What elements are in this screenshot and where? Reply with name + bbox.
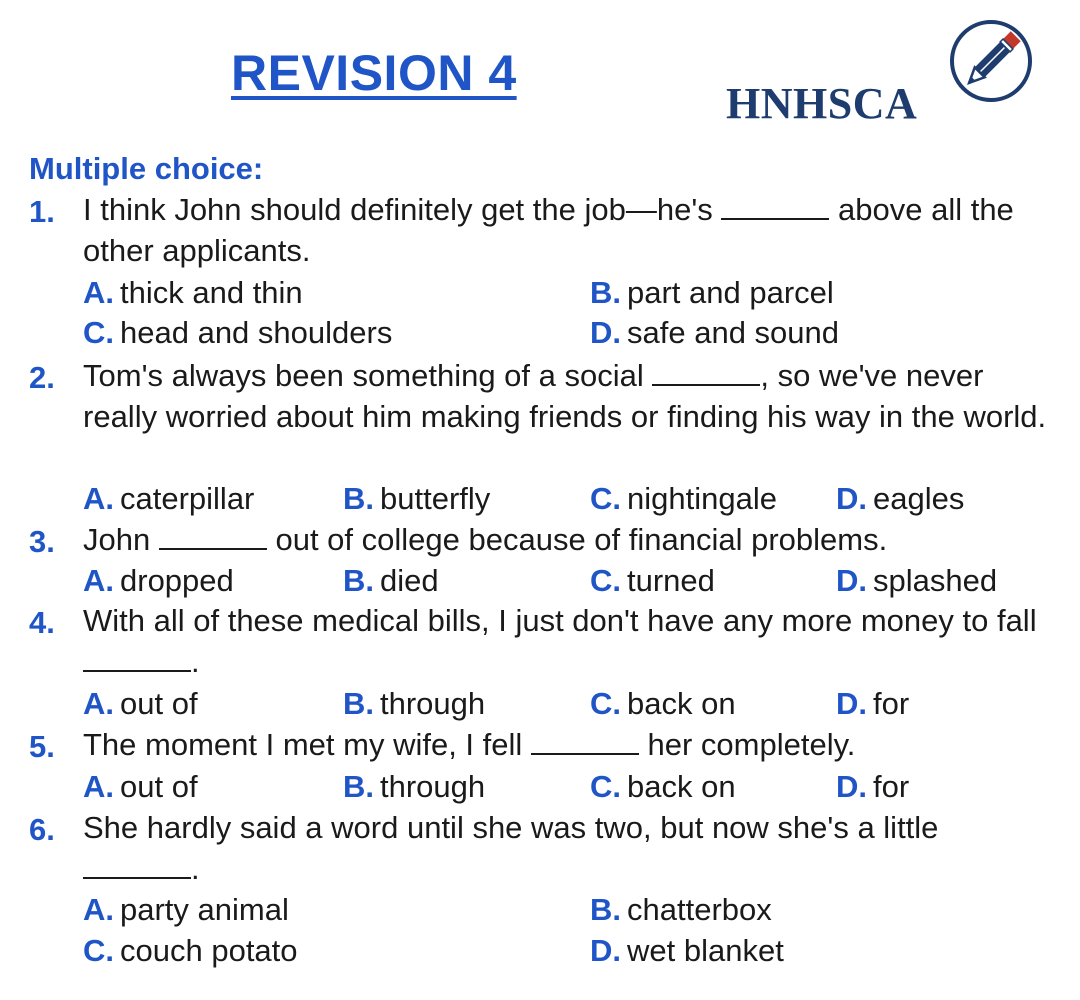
question-number: 1. — [29, 194, 55, 229]
option-d: D. splashed — [836, 563, 998, 598]
question-text: She hardly said a word until she was two, but now she's a little . — [83, 810, 939, 886]
question-number: 2. — [29, 360, 55, 395]
question-text: The moment I met my wife, I fell her completely. — [83, 727, 856, 762]
question-text: I think John should definitely get the job—he's above all the other applicants. — [83, 192, 1014, 268]
option-c: C. turned — [590, 563, 715, 598]
option-a: A. thick and thin — [83, 275, 303, 310]
pencil-circle-icon — [948, 18, 1034, 104]
option-b: B. chatterbox — [590, 892, 772, 927]
question-number: 6. — [29, 812, 55, 847]
question-number: 3. — [29, 524, 55, 559]
question-text: With all of these medical bills, I just don't have any more money to fall . — [83, 603, 1037, 679]
option-b: B. butterfly — [343, 481, 491, 516]
option-c: C. back on — [590, 686, 736, 721]
answer-blank — [83, 851, 191, 879]
option-b: B. through — [343, 686, 486, 721]
section-heading: Multiple choice: — [29, 151, 264, 186]
option-b: B. part and parcel — [590, 275, 834, 310]
question-text: John out of college because of financial problems. — [83, 522, 888, 557]
answer-blank — [83, 644, 191, 672]
option-d: D. safe and sound — [590, 315, 840, 350]
option-d: D. wet blanket — [590, 933, 784, 968]
option-c: C. back on — [590, 769, 736, 804]
question-number: 5. — [29, 729, 55, 764]
answer-blank — [159, 522, 267, 550]
option-c: C. couch potato — [83, 933, 298, 968]
answer-blank — [721, 192, 829, 220]
answer-blank — [652, 358, 760, 386]
option-a: A. caterpillar — [83, 481, 255, 516]
question-number: 4. — [29, 605, 55, 640]
question-text: Tom's always been something of a social , so we've never really worried about him making friends or finding his way in the world. — [83, 358, 1047, 434]
logo-text: HNHSCA — [726, 79, 918, 128]
page-title: REVISION 4 — [231, 45, 517, 101]
option-a: A. dropped — [83, 563, 234, 598]
logo — [726, 18, 1036, 128]
option-d: D. for — [836, 769, 910, 804]
option-c: C. nightingale — [590, 481, 777, 516]
answer-blank — [531, 727, 639, 755]
option-a: A. out of — [83, 769, 198, 804]
option-b: B. through — [343, 769, 486, 804]
option-c: C. head and shoulders — [83, 315, 393, 350]
option-d: D. for — [836, 686, 910, 721]
option-d: D. eagles — [836, 481, 965, 516]
option-b: B. died — [343, 563, 439, 598]
option-a: A. party animal — [83, 892, 289, 927]
option-a: A. out of — [83, 686, 198, 721]
